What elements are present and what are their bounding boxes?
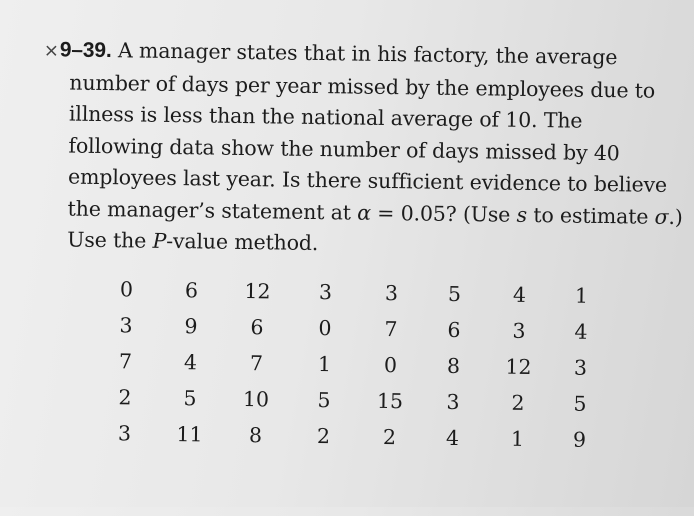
data-cell: 5 — [183, 386, 197, 411]
problem-line-text: A manager states that in his factory, the average — [117, 38, 618, 70]
data-row — [94, 421, 624, 464]
data-cell: 4 — [445, 425, 460, 451]
data-cell: 4 — [574, 319, 588, 344]
data-cell: 6 — [447, 317, 461, 343]
data-cell: 2 — [316, 424, 331, 449]
problem-line-4: following data show the number of days missed by 40 — [68, 133, 620, 165]
data-cell: 2 — [118, 385, 132, 410]
problem-line-2: number of days per year missed by the employees due to — [69, 70, 656, 103]
data-cell: 9 — [572, 427, 587, 452]
data-cell: 4 — [512, 282, 527, 307]
data-cell: 1 — [574, 283, 589, 308]
problem-number: 9–39. — [59, 38, 112, 63]
data-cell: 7 — [118, 349, 133, 374]
data-cell: 1 — [510, 426, 525, 451]
data-cell: 3 — [446, 389, 460, 415]
p-symbol: P — [152, 228, 167, 253]
data-cell: 7 — [384, 316, 398, 342]
data-table — [94, 277, 626, 464]
data-cell: 11 — [176, 422, 203, 447]
data-cell: 6 — [184, 278, 199, 303]
data-cell: 5 — [447, 281, 462, 307]
text-segment: .) — [668, 204, 683, 229]
data-cell: 3 — [512, 318, 526, 343]
handwritten-x-mark: × — [43, 40, 59, 62]
problem-line-5: employees last year. Is there sufficient evidence to believe — [67, 164, 668, 197]
data-cell: 5 — [573, 391, 587, 416]
data-cell: 12 — [244, 279, 271, 304]
data-cell: 3 — [573, 355, 588, 380]
s-symbol: s — [516, 202, 528, 227]
data-cell: 1 — [317, 352, 332, 377]
data-cell: 2 — [382, 424, 397, 450]
text-segment: = 0.05? (Use — [370, 200, 517, 227]
data-cell: 3 — [119, 313, 133, 338]
data-cell: 0 — [383, 352, 398, 378]
data-cell: 3 — [318, 280, 333, 305]
data-cell: 5 — [317, 388, 331, 413]
text-segment: Use the — [67, 227, 153, 253]
data-cell: 15 — [376, 388, 404, 414]
data-cell: 12 — [505, 354, 532, 380]
data-cell: 0 — [119, 277, 134, 302]
data-cell: 8 — [248, 423, 263, 448]
text-segment: to estimate — [526, 202, 655, 229]
problem-line-3: illness is less than the national average of 10. The — [68, 101, 583, 133]
alpha-symbol: α — [357, 200, 372, 225]
sigma-symbol: σ — [654, 204, 669, 229]
data-cell: 2 — [511, 390, 525, 415]
data-cell: 8 — [446, 353, 461, 379]
data-cell: 0 — [318, 316, 332, 341]
text-segment: the manager’s statement at — [67, 196, 358, 225]
data-cell: 3 — [117, 421, 132, 446]
text-segment: -value method. — [166, 228, 319, 256]
problem-text — [41, 34, 683, 264]
data-cell: 6 — [250, 315, 264, 340]
data-cell: 9 — [184, 314, 198, 339]
data-cell: 4 — [183, 350, 198, 375]
data-cell: 10 — [242, 387, 270, 412]
data-cell: 3 — [384, 280, 399, 306]
data-cell: 7 — [249, 351, 264, 376]
